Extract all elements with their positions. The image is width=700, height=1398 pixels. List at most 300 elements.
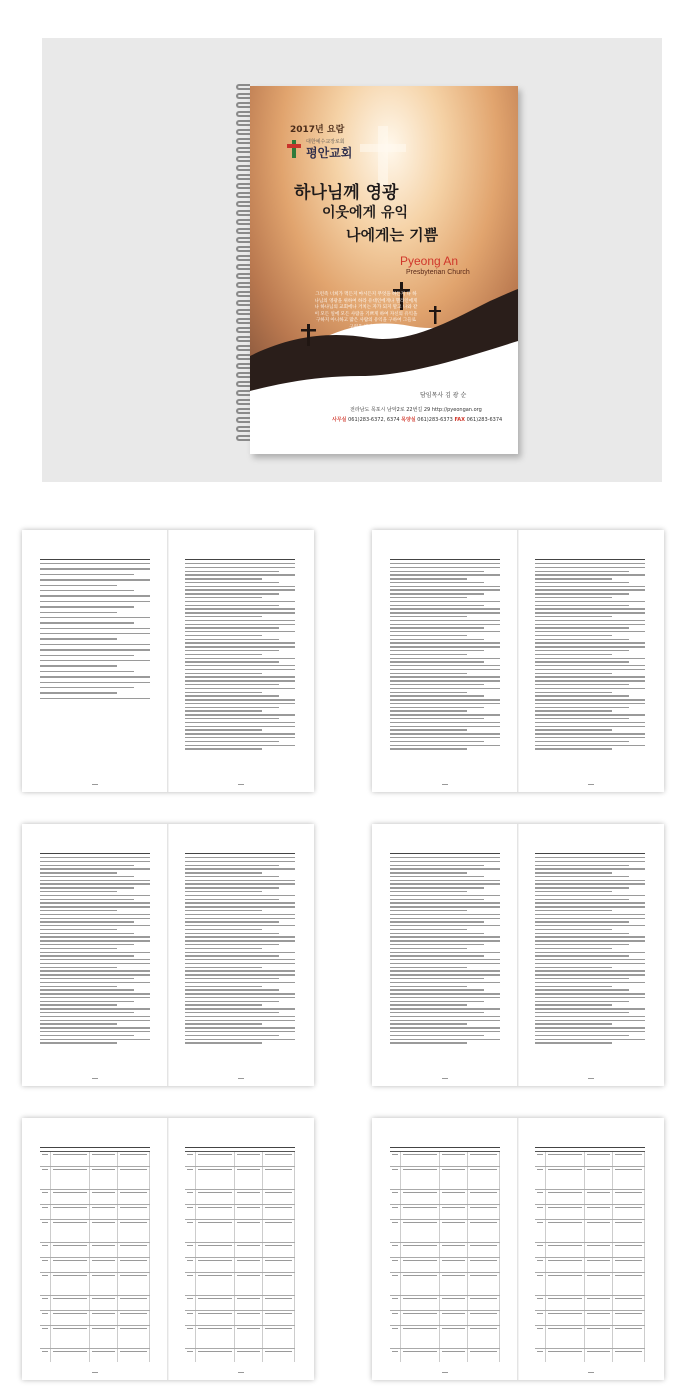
text-line — [53, 1154, 88, 1155]
text-line — [535, 567, 645, 568]
text-line — [535, 665, 645, 666]
text-line — [40, 970, 150, 971]
spiral-ring — [236, 165, 250, 171]
text-line — [40, 676, 150, 677]
text-line — [185, 997, 295, 998]
yearbook-spread-thumbnail — [22, 1118, 314, 1380]
text-line — [92, 1351, 115, 1352]
text-line — [535, 967, 612, 968]
spiral-ring — [236, 291, 250, 297]
text-line — [390, 729, 467, 730]
text-line — [403, 1154, 438, 1155]
text-line — [40, 660, 150, 661]
spiral-ring — [236, 282, 250, 288]
spiral-ring — [236, 246, 250, 252]
page-left — [40, 554, 150, 774]
text-line — [390, 597, 467, 598]
table-cell — [185, 1167, 196, 1189]
table-cell — [118, 1205, 150, 1219]
schedule-table — [390, 1151, 500, 1362]
text-line — [40, 601, 150, 602]
table-cell — [185, 1243, 196, 1257]
table-row — [390, 1152, 500, 1167]
text-line — [390, 1035, 484, 1036]
table-cell — [390, 1205, 401, 1219]
text-line — [535, 1031, 645, 1032]
table-cell — [90, 1243, 118, 1257]
text-line — [535, 722, 645, 723]
table-cell — [613, 1326, 645, 1348]
text-line — [535, 616, 612, 617]
table-cell — [401, 1311, 441, 1325]
text-line — [390, 658, 500, 659]
page-number — [92, 784, 98, 785]
table-cell — [196, 1349, 236, 1362]
text-line — [92, 1222, 115, 1223]
text-line — [40, 967, 117, 968]
table-cell — [118, 1243, 150, 1257]
text-line — [185, 707, 279, 708]
table-cell — [390, 1273, 401, 1295]
text-line — [390, 1039, 500, 1040]
text-line — [185, 680, 295, 681]
text-line — [40, 865, 134, 866]
fax-number: 061)283-6374 — [466, 417, 503, 423]
spiral-ring — [236, 381, 250, 387]
table-cell — [535, 1152, 546, 1166]
text-line — [390, 978, 484, 979]
table-cell — [185, 1349, 196, 1362]
text-line — [40, 1012, 134, 1013]
text-line — [470, 1222, 497, 1223]
table-cell — [118, 1152, 150, 1166]
text-line — [185, 646, 295, 647]
table-cell — [51, 1220, 91, 1242]
text-line — [185, 627, 279, 628]
text-line — [120, 1207, 147, 1208]
text-line — [470, 1245, 497, 1246]
text-line — [185, 1004, 262, 1005]
text-line — [535, 944, 629, 945]
text-line — [187, 1192, 193, 1193]
text-line — [537, 1207, 543, 1208]
text-line — [403, 1351, 438, 1352]
table-cell — [535, 1296, 546, 1310]
text-line — [185, 940, 295, 941]
table-cell — [468, 1220, 500, 1242]
text-line — [535, 718, 629, 719]
table-cell — [585, 1311, 613, 1325]
text-line — [548, 1328, 583, 1329]
page-fold — [517, 1118, 519, 1380]
text-line — [537, 1313, 543, 1314]
spiral-ring — [236, 300, 250, 306]
text-line — [185, 970, 295, 971]
text-line — [390, 970, 500, 971]
table-cell — [90, 1326, 118, 1348]
spiral-ring — [236, 156, 250, 162]
table-cell — [401, 1167, 441, 1189]
text-line — [40, 692, 117, 693]
table-cell — [235, 1205, 263, 1219]
english-church-subtitle: Presbyterian Church — [406, 269, 470, 276]
text-line — [390, 1012, 484, 1013]
table-cell — [196, 1273, 236, 1295]
text-line — [185, 699, 295, 700]
table-cell — [40, 1243, 51, 1257]
text-line — [185, 586, 295, 587]
table-cell — [401, 1243, 441, 1257]
text-line — [120, 1275, 147, 1276]
church-logo-icon — [286, 140, 302, 158]
table-row — [390, 1311, 500, 1326]
text-line — [40, 952, 150, 953]
table-cell — [90, 1190, 118, 1204]
table-cell — [546, 1296, 586, 1310]
table-cell — [185, 1326, 196, 1348]
table-cell — [440, 1326, 468, 1348]
text-line — [40, 644, 150, 645]
text-line — [535, 910, 612, 911]
table-row — [535, 1220, 645, 1243]
text-line — [390, 1020, 500, 1021]
text-line — [40, 612, 117, 613]
table-cell — [401, 1152, 441, 1166]
text-line — [40, 1023, 117, 1024]
text-line — [40, 918, 150, 919]
text-line — [390, 612, 500, 613]
table-cell — [440, 1152, 468, 1166]
text-line — [185, 1035, 279, 1036]
text-line — [390, 959, 500, 960]
page-left — [390, 848, 500, 1068]
schedule-table — [40, 1151, 150, 1362]
text-line — [53, 1207, 88, 1208]
text-line — [392, 1328, 398, 1329]
table-cell — [401, 1349, 441, 1362]
text-line — [390, 601, 500, 602]
text-line — [535, 748, 612, 749]
yearbook-title: 2017년 요람 — [290, 125, 345, 135]
text-line — [40, 579, 150, 580]
text-line — [548, 1207, 583, 1208]
text-line — [535, 608, 645, 609]
table-cell — [196, 1190, 236, 1204]
table-cell — [51, 1167, 91, 1189]
text-line — [185, 714, 295, 715]
text-line — [390, 582, 484, 583]
text-line — [390, 631, 500, 632]
page-right — [185, 554, 295, 774]
yearbook-spread-thumbnail — [22, 530, 314, 792]
table-cell — [535, 1349, 546, 1362]
text-line — [390, 624, 500, 625]
table-cell — [440, 1243, 468, 1257]
text-line — [390, 676, 500, 677]
page-heading — [390, 554, 500, 560]
table-cell — [51, 1243, 91, 1257]
text-line — [92, 1275, 115, 1276]
table-cell — [535, 1273, 546, 1295]
text-line — [237, 1222, 260, 1223]
table-cell — [40, 1205, 51, 1219]
text-line — [390, 748, 467, 749]
table-cell — [196, 1152, 236, 1166]
text-line — [40, 622, 134, 623]
text-line — [390, 936, 500, 937]
table-cell — [585, 1220, 613, 1242]
text-line — [535, 914, 645, 915]
text-line — [265, 1298, 292, 1299]
text-line — [390, 997, 500, 998]
text-line — [390, 567, 500, 568]
table-cell — [90, 1220, 118, 1242]
table-cell — [613, 1190, 645, 1204]
text-line — [185, 726, 295, 727]
text-line — [237, 1154, 260, 1155]
text-line — [40, 895, 150, 896]
church-address: 전라남도 목포시 남악2로 22번길 29 http://pyeongan.org — [350, 407, 482, 413]
table-cell — [585, 1296, 613, 1310]
pastor-office-label: 목양실 — [401, 417, 416, 423]
spiral-ring — [236, 372, 250, 378]
text-line — [535, 1020, 645, 1021]
table-cell — [468, 1152, 500, 1166]
text-line — [535, 729, 612, 730]
table-cell — [196, 1205, 236, 1219]
text-line — [185, 955, 279, 956]
table-row — [390, 1205, 500, 1220]
text-line — [535, 955, 629, 956]
text-line — [390, 993, 500, 994]
bible-verse: 그런즉 너희가 먹든지 마시든지 무엇을 하든지 다 하나님의 영광을 위하여 하라 유대인에게나 헬라인에게나 하나님의 교회에나 거치는 자가 되지 말고 나와 같이 모든 일에 모든 사람을 기쁘게 하여 자신의 유익을 구하지 아니하고 많은 사람의 유익을 구하여 그들로 구원을 받게 하라 — [314, 292, 418, 330]
text-line — [53, 1328, 88, 1329]
table-cell — [263, 1349, 295, 1362]
text-line — [42, 1222, 48, 1223]
denomination-label: 대한예수교장로회 — [306, 139, 345, 145]
text-line — [390, 608, 500, 609]
text-line — [40, 1004, 117, 1005]
text-line — [185, 703, 295, 704]
table-row — [535, 1311, 645, 1326]
text-line — [185, 665, 295, 666]
table-cell — [535, 1167, 546, 1189]
table-cell — [440, 1296, 468, 1310]
table-cell — [546, 1258, 586, 1272]
text-line — [390, 571, 484, 572]
text-line — [390, 680, 500, 681]
table-cell — [263, 1258, 295, 1272]
text-line — [40, 959, 150, 960]
text-line — [442, 1313, 465, 1314]
text-line — [470, 1298, 497, 1299]
text-line — [390, 695, 484, 696]
text-line — [42, 1192, 48, 1193]
text-line — [390, 910, 467, 911]
spiral-ring — [236, 336, 250, 342]
text-line — [390, 857, 500, 858]
text-line — [470, 1169, 497, 1170]
text-line — [40, 948, 117, 949]
text-line — [535, 673, 612, 674]
text-line — [535, 593, 629, 594]
text-line — [40, 665, 117, 666]
text-line — [237, 1275, 260, 1276]
spiral-ring — [236, 408, 250, 414]
spiral-ring — [236, 129, 250, 135]
text-line — [185, 593, 279, 594]
text-line — [535, 940, 645, 941]
table-cell — [90, 1349, 118, 1362]
table-cell — [196, 1243, 236, 1257]
text-line — [535, 891, 612, 892]
spiral-ring — [236, 354, 250, 360]
table-cell — [546, 1220, 586, 1242]
text-line — [390, 906, 500, 907]
table-cell — [90, 1258, 118, 1272]
table-cell — [185, 1152, 196, 1166]
table-cell — [235, 1258, 263, 1272]
text-line — [390, 718, 484, 719]
text-line — [198, 1154, 233, 1155]
text-line — [535, 605, 629, 606]
text-line — [185, 692, 262, 693]
schedule-table — [185, 1151, 295, 1362]
text-line — [615, 1260, 642, 1261]
text-line — [390, 733, 500, 734]
table-row — [390, 1326, 500, 1349]
text-line — [40, 1001, 134, 1002]
text-line — [615, 1313, 642, 1314]
table-cell — [118, 1220, 150, 1242]
text-line — [390, 929, 467, 930]
text-line — [40, 606, 134, 607]
page-left — [390, 1142, 500, 1362]
text-line — [237, 1192, 260, 1193]
text-line — [535, 986, 612, 987]
page-fold — [167, 1118, 169, 1380]
text-line — [535, 1027, 645, 1028]
table-cell — [546, 1167, 586, 1189]
table-cell — [613, 1243, 645, 1257]
page-number — [92, 1078, 98, 1079]
text-line — [40, 936, 150, 937]
text-line — [53, 1222, 88, 1223]
text-line — [40, 1035, 134, 1036]
text-line — [40, 1008, 150, 1009]
text-line — [535, 857, 645, 858]
text-line — [615, 1298, 642, 1299]
spiral-ring — [236, 138, 250, 144]
table-cell — [263, 1190, 295, 1204]
table-cell — [90, 1152, 118, 1166]
text-line — [42, 1207, 48, 1208]
spiral-ring — [236, 111, 250, 117]
text-line — [40, 628, 150, 629]
text-line — [185, 673, 262, 674]
text-line — [587, 1222, 610, 1223]
text-line — [42, 1313, 48, 1314]
text-line — [535, 970, 645, 971]
text-line — [615, 1192, 642, 1193]
text-line — [185, 1001, 279, 1002]
table-cell — [401, 1273, 441, 1295]
text-line — [390, 627, 484, 628]
text-line — [185, 741, 279, 742]
text-line — [185, 982, 295, 983]
table-row — [40, 1220, 150, 1243]
text-line — [40, 986, 117, 987]
text-line — [237, 1207, 260, 1208]
text-line — [392, 1222, 398, 1223]
spiral-ring — [236, 120, 250, 126]
text-line — [587, 1192, 610, 1193]
text-line — [185, 695, 279, 696]
spiral-ring — [236, 183, 250, 189]
table-cell — [196, 1167, 236, 1189]
spiral-ring — [236, 228, 250, 234]
table-cell — [390, 1326, 401, 1348]
table-cell — [440, 1220, 468, 1242]
table-cell — [468, 1296, 500, 1310]
table-row — [390, 1167, 500, 1190]
spiral-ring — [236, 399, 250, 405]
text-line — [390, 593, 484, 594]
text-line — [535, 883, 645, 884]
text-line — [535, 586, 645, 587]
text-line — [535, 646, 645, 647]
text-line — [537, 1298, 543, 1299]
table-cell — [196, 1258, 236, 1272]
text-line — [537, 1154, 543, 1155]
text-line — [390, 665, 500, 666]
text-line — [390, 925, 500, 926]
table-cell — [118, 1311, 150, 1325]
text-line — [537, 1328, 543, 1329]
text-line — [535, 1039, 645, 1040]
table-row — [40, 1190, 150, 1205]
text-line — [390, 703, 500, 704]
table-cell — [613, 1349, 645, 1362]
text-line — [120, 1313, 147, 1314]
table-cell — [585, 1205, 613, 1219]
text-line — [548, 1169, 583, 1170]
table-row — [185, 1205, 295, 1220]
table-row — [535, 1349, 645, 1362]
pastor-name: 담임목사 김 광 순 — [420, 392, 467, 399]
text-line — [535, 1016, 645, 1017]
page-fold — [517, 530, 519, 792]
text-line — [535, 688, 645, 689]
text-line — [185, 895, 295, 896]
page-left — [40, 848, 150, 1068]
text-line — [390, 726, 500, 727]
table-cell — [613, 1258, 645, 1272]
table-cell — [546, 1243, 586, 1257]
text-line — [535, 676, 645, 677]
text-line — [390, 1023, 467, 1024]
text-line — [390, 914, 500, 915]
text-line — [392, 1260, 398, 1261]
text-line — [390, 899, 484, 900]
table-cell — [468, 1167, 500, 1189]
text-line — [615, 1154, 642, 1155]
text-line — [40, 883, 150, 884]
text-line — [185, 661, 279, 662]
text-line — [40, 914, 150, 915]
fax-label: FAX — [454, 417, 466, 423]
text-line — [442, 1298, 465, 1299]
